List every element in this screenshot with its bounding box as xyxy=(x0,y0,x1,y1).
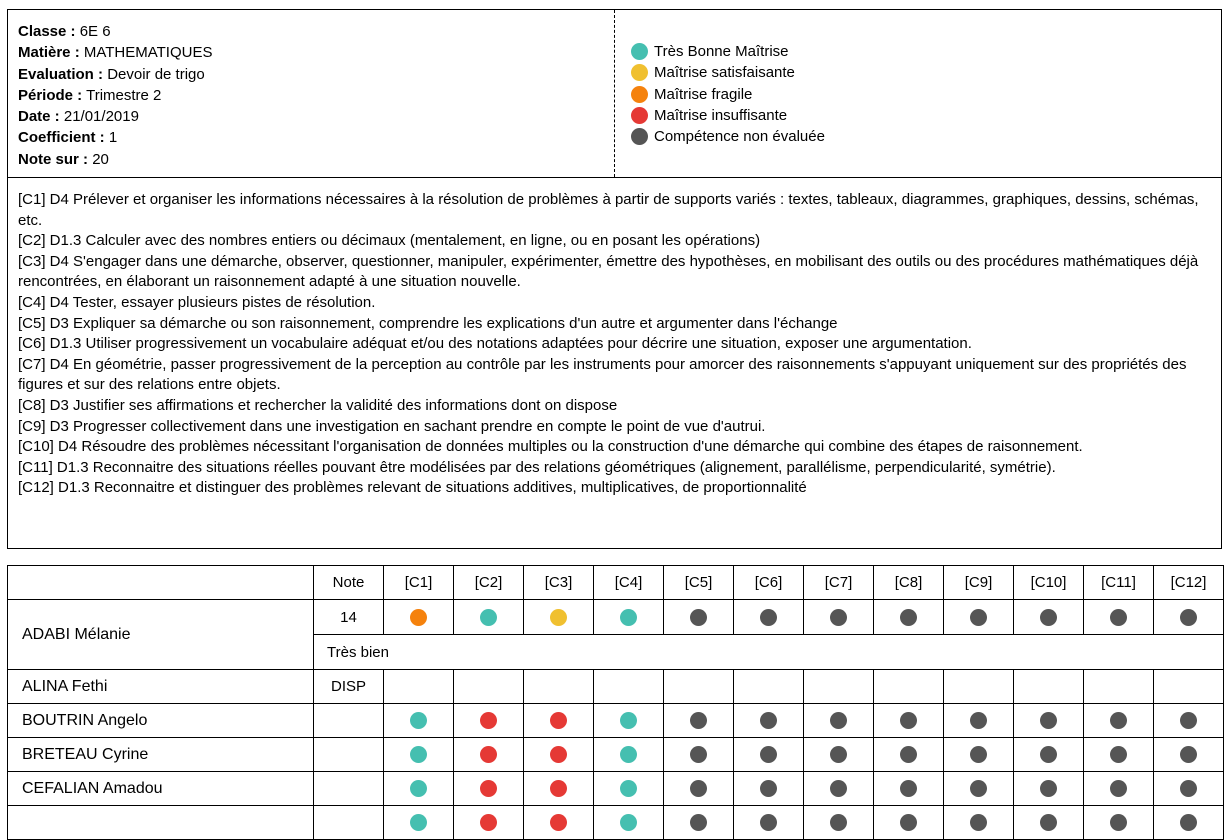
competence-dot-icon xyxy=(970,746,987,763)
competence-cell[interactable] xyxy=(944,670,1014,704)
competence-list xyxy=(18,190,1208,499)
competence-cell[interactable] xyxy=(1014,738,1084,772)
competence-dot-icon xyxy=(830,780,847,797)
competence-dot-icon xyxy=(760,712,777,729)
competence-dot-icon xyxy=(410,746,427,763)
competence-cell[interactable] xyxy=(664,600,734,635)
competence-cell[interactable] xyxy=(524,704,594,738)
header-comp: [C2] xyxy=(454,566,524,600)
student-note[interactable] xyxy=(314,704,384,738)
competence-item: [C11] D1.3 Reconnaitre des situations réelles pouvant être modélisées par des relations géométriques (alignement, parallélisme, perpendicularité, symétrie). xyxy=(18,458,1056,476)
competence-dot-icon xyxy=(760,746,777,763)
header-comp: [C1] xyxy=(384,566,454,600)
competence-cell[interactable] xyxy=(944,704,1014,738)
competence-dot-icon xyxy=(550,746,567,763)
competence-dot-icon xyxy=(760,609,777,626)
student-name: BRETEAU Cyrine xyxy=(8,738,314,772)
competence-cell[interactable] xyxy=(524,772,594,806)
competence-dot-icon xyxy=(480,780,497,797)
competence-dot-icon xyxy=(900,609,917,626)
competence-dot-icon xyxy=(970,609,987,626)
competence-dot-icon xyxy=(480,609,497,626)
meta-note-sur: Note sur : 20 xyxy=(18,150,109,168)
meta-coefficient: Coefficient : 1 xyxy=(18,129,118,147)
student-row xyxy=(8,600,1224,635)
competence-cell[interactable] xyxy=(384,600,454,635)
competence-cell[interactable] xyxy=(804,738,874,772)
competence-dot-icon xyxy=(970,712,987,729)
competence-cell[interactable] xyxy=(454,704,524,738)
competence-cell[interactable] xyxy=(734,670,804,704)
competence-cell[interactable] xyxy=(1154,670,1224,704)
competence-cell[interactable] xyxy=(454,600,524,635)
section-divider xyxy=(8,177,1221,178)
competence-dot-icon xyxy=(550,712,567,729)
competence-dot-icon xyxy=(830,712,847,729)
competence-item: [C2] D1.3 Calculer avec des nombres entiers ou décimaux (mentalement, en ligne, ou en posant les opérations) xyxy=(18,232,761,250)
competence-dot-icon xyxy=(690,746,707,763)
competence-cell[interactable] xyxy=(524,738,594,772)
legend xyxy=(615,10,1221,177)
competence-cell[interactable] xyxy=(1014,772,1084,806)
competence-dot-icon xyxy=(830,746,847,763)
meta-periode: Période : Trimestre 2 xyxy=(18,86,162,104)
competence-cell[interactable] xyxy=(1154,772,1224,806)
competence-cell[interactable] xyxy=(664,704,734,738)
competence-cell[interactable] xyxy=(384,704,454,738)
student-name: ADABI Mélanie xyxy=(8,600,314,670)
competence-cell[interactable] xyxy=(384,738,454,772)
header-comp: [C7] xyxy=(804,566,874,600)
competence-dot-icon xyxy=(410,712,427,729)
competence-dot-icon xyxy=(1110,746,1127,763)
competence-cell[interactable] xyxy=(594,738,664,772)
student-appreciation[interactable]: Très bien xyxy=(314,635,1224,670)
competence-dot-icon xyxy=(830,609,847,626)
competence-item: [C6] D1.3 Utiliser progressivement un vocabulaire adéquat et/ou des notations adaptées pour décrire une situation, exposer une argumentation. xyxy=(18,335,972,353)
competence-cell[interactable] xyxy=(1014,704,1084,738)
student-row xyxy=(8,738,1224,772)
legend-dot-icon xyxy=(631,43,648,60)
table-header-row xyxy=(8,566,1224,600)
student-name: CEFALIAN Amadou xyxy=(8,772,314,806)
student-name: BOUTRIN Angelo xyxy=(8,704,314,738)
header-comp: [C11] xyxy=(1084,566,1154,600)
student-name: ALINA Fethi xyxy=(8,670,314,704)
competence-cell[interactable] xyxy=(874,670,944,704)
competence-cell[interactable] xyxy=(454,738,524,772)
competence-dot-icon xyxy=(620,712,637,729)
competence-item: [C10] D4 Résoudre des problèmes nécessitant l'organisation de données multiples ou la construction d'une démarche qui combine des étapes de raisonnement. xyxy=(18,438,1083,456)
competence-cell[interactable] xyxy=(734,738,804,772)
competence-dot-icon xyxy=(410,609,427,626)
legend-item: Compétence non évaluée xyxy=(631,126,1221,147)
competence-cell[interactable] xyxy=(1014,670,1084,704)
competence-item: [C1] D4 Prélever et organiser les informations nécessaires à la résolution de problèmes à partir de supports variés : textes, tableaux, diagrammes, graphiques, dessins, schémas, etc. xyxy=(18,191,1199,229)
header-comp: [C4] xyxy=(594,566,664,600)
competence-cell[interactable] xyxy=(944,600,1014,635)
grades-table xyxy=(7,565,1224,840)
competence-cell[interactable] xyxy=(664,738,734,772)
competence-dot-icon xyxy=(1110,712,1127,729)
competence-dot-icon xyxy=(1180,780,1197,797)
header-comp: [C12] xyxy=(1154,566,1224,600)
evaluation-info-box xyxy=(7,9,1222,549)
competence-dot-icon xyxy=(690,780,707,797)
header-comp: [C6] xyxy=(734,566,804,600)
student-note[interactable] xyxy=(314,738,384,772)
competence-cell[interactable] xyxy=(804,670,874,704)
competence-dot-icon xyxy=(900,746,917,763)
competence-cell[interactable] xyxy=(734,600,804,635)
competence-dot-icon xyxy=(1040,780,1057,797)
meta-date: Date : 21/01/2019 xyxy=(18,108,139,126)
competence-item: [C5] D3 Expliquer sa démarche ou son raisonnement, comprendre les explications d'un autre et argumenter dans l'échange xyxy=(18,314,838,332)
competence-cell[interactable] xyxy=(1154,600,1224,635)
competence-item: [C9] D3 Progresser collectivement dans une investigation en sachant prendre en compte le point de vue d'autrui. xyxy=(18,417,766,435)
competence-cell[interactable] xyxy=(874,600,944,635)
header-comp: [C10] xyxy=(1014,566,1084,600)
competence-cell[interactable] xyxy=(734,772,804,806)
competence-cell[interactable] xyxy=(944,738,1014,772)
competence-item: [C8] D3 Justifier ses affirmations et rechercher la validité des informations dont on dispose xyxy=(18,396,618,414)
student-row xyxy=(8,772,1224,806)
competence-cell[interactable] xyxy=(384,670,454,704)
competence-item: [C3] D4 S'engager dans une démarche, observer, questionner, manipuler, expérimenter, émettre des hypothèses, en mobilisant des outils ou des procédures mathématiques déjà rencontrées, en élaborant un raisonnement adapté à une situation nouvelle. xyxy=(18,252,1199,291)
competence-dot-icon xyxy=(1180,746,1197,763)
header-comp: [C5] xyxy=(664,566,734,600)
competence-cell[interactable] xyxy=(664,670,734,704)
competence-cell[interactable] xyxy=(454,772,524,806)
competence-dot-icon xyxy=(480,746,497,763)
competence-dot-icon xyxy=(1040,712,1057,729)
competence-cell[interactable] xyxy=(1084,704,1154,738)
legend-item: Très Bonne Maîtrise xyxy=(631,41,1221,62)
competence-item: [C12] D1.3 Reconnaitre et distinguer des problèmes relevant de situations additives, multiplicatives, de proportionnalité xyxy=(18,479,807,497)
legend-dot-icon xyxy=(631,128,648,145)
competence-dot-icon xyxy=(690,609,707,626)
competence-dot-icon xyxy=(970,780,987,797)
legend-dot-icon xyxy=(631,86,648,103)
competence-cell[interactable] xyxy=(594,704,664,738)
competence-cell[interactable] xyxy=(804,600,874,635)
legend-item: Maîtrise fragile xyxy=(631,84,1221,105)
competence-item: [C4] D4 Tester, essayer plusieurs pistes de résolution. xyxy=(18,293,376,311)
competence-cell[interactable] xyxy=(804,704,874,738)
competence-cell[interactable] xyxy=(1154,704,1224,738)
competence-cell[interactable] xyxy=(524,600,594,635)
header-comp: [C9] xyxy=(944,566,1014,600)
competence-cell[interactable] xyxy=(594,772,664,806)
student-row xyxy=(8,670,1224,704)
competence-cell[interactable] xyxy=(874,772,944,806)
meta-evaluation: Evaluation : Devoir de trigo xyxy=(18,65,205,83)
legend-dot-icon xyxy=(631,64,648,81)
competence-cell[interactable] xyxy=(594,670,664,704)
competence-dot-icon xyxy=(550,609,567,626)
competence-cell[interactable] xyxy=(1084,600,1154,635)
competence-dot-icon xyxy=(900,712,917,729)
evaluation-meta xyxy=(8,10,615,177)
competence-dot-icon xyxy=(410,780,427,797)
competence-cell[interactable] xyxy=(594,600,664,635)
competence-dot-icon xyxy=(1110,609,1127,626)
competence-dot-icon xyxy=(1110,780,1127,797)
header-empty-cell xyxy=(8,566,314,600)
competence-dot-icon xyxy=(1180,712,1197,729)
legend-dot-icon xyxy=(631,107,648,124)
meta-matiere: Matière : MATHEMATIQUES xyxy=(18,44,213,62)
meta-classe: Classe : 6E 6 xyxy=(18,23,111,40)
competence-dot-icon xyxy=(550,780,567,797)
competence-dot-icon xyxy=(480,712,497,729)
competence-item: [C7] D4 En géométrie, passer progressivement de la perception au contrôle par les instruments pour amorcer des raisonnements s'appuyant uniquement sur des propriétés des figures et sur des relations entre objets. xyxy=(18,355,1187,394)
student-note[interactable]: 14 xyxy=(314,600,384,635)
student-note[interactable]: DISP xyxy=(314,670,384,704)
legend-item: Maîtrise insuffisante xyxy=(631,105,1221,126)
competence-cell[interactable] xyxy=(524,670,594,704)
competence-dot-icon xyxy=(690,712,707,729)
competence-cell[interactable] xyxy=(1084,772,1154,806)
header-note: Note xyxy=(314,566,384,600)
student-row xyxy=(8,704,1224,738)
student-note[interactable] xyxy=(314,772,384,806)
competence-dot-icon xyxy=(1180,609,1197,626)
competence-cell[interactable] xyxy=(1014,600,1084,635)
competence-cell[interactable] xyxy=(734,704,804,738)
competence-cell[interactable] xyxy=(874,738,944,772)
competence-cell[interactable] xyxy=(944,772,1014,806)
competence-dot-icon xyxy=(620,746,637,763)
competence-cell[interactable] xyxy=(384,772,454,806)
competence-dot-icon xyxy=(620,609,637,626)
competence-cell[interactable] xyxy=(1154,738,1224,772)
competence-cell[interactable] xyxy=(664,772,734,806)
competence-dot-icon xyxy=(1040,746,1057,763)
header-comp: [C8] xyxy=(874,566,944,600)
competence-dot-icon xyxy=(900,780,917,797)
competence-cell[interactable] xyxy=(804,772,874,806)
competence-cell[interactable] xyxy=(454,670,524,704)
competence-dot-icon xyxy=(1040,609,1057,626)
competence-cell[interactable] xyxy=(1084,738,1154,772)
student-rows xyxy=(8,600,1224,840)
competence-dot-icon xyxy=(760,780,777,797)
competence-cell[interactable] xyxy=(874,704,944,738)
header-comp: [C3] xyxy=(524,566,594,600)
competence-cell[interactable] xyxy=(1084,670,1154,704)
competence-dot-icon xyxy=(620,780,637,797)
legend-item: Maîtrise satisfaisante xyxy=(631,62,1221,83)
